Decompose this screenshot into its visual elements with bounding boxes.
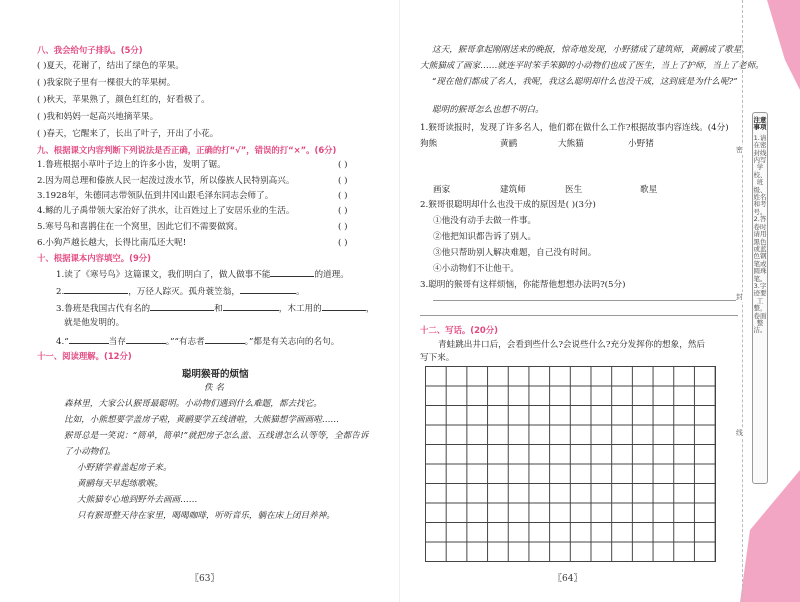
section-10-title: 十、根据课本内容填空。(9分): [37, 253, 151, 263]
option: ④小动物们不让他干。: [433, 264, 519, 274]
notes-sidebar: [752, 112, 768, 484]
fill-line-1: 1.读了《寒号鸟》这篇课文，我们明白了，做人做事不能 的道理。: [56, 267, 349, 281]
answer-paren[interactable]: ( ): [338, 222, 348, 232]
cut-label: 封: [736, 293, 743, 301]
question-1: 1.猴哥读报时，发现了许多名人，他们都在做什么工作?根据故事内容连线。(4分): [420, 123, 729, 133]
corner-decoration-top: [755, 0, 800, 90]
answer-paren[interactable]: ( ): [338, 176, 348, 186]
list-item: 6.小狗芦越长越大，长得比南瓜还大呢!: [37, 238, 187, 248]
match-bottom[interactable]: 画家: [433, 185, 451, 195]
list-item: 4.鲧的儿子禹带领大家治好了洪水，让百姓过上了安居乐业的生活。: [37, 206, 295, 216]
blank[interactable]: [64, 284, 128, 294]
story-line: “现在他们都成了名人，我呢，我这么聪明却什么也没干成，这到底是为什么呢?”: [432, 77, 738, 87]
page-number-left: 〖63〗: [190, 574, 220, 584]
fill-line-4: 4.“ 当存 。”“有志者 。”都是有关志向的名句。: [56, 334, 339, 348]
answer-paren[interactable]: ( ): [338, 191, 348, 201]
section-12-title: 十二、写话。(20分): [420, 325, 498, 335]
list-item: ( )秋天，苹果熟了，颜色红红的，好看极了。: [37, 95, 210, 105]
blank[interactable]: [150, 301, 214, 311]
question-2: 2.猴哥很聪明却什么也没干成的原因是( )(3分): [420, 200, 596, 210]
answer-paren[interactable]: ( ): [338, 160, 348, 170]
story-line: 了小动物们。: [64, 447, 116, 457]
list-item: ( )春天，它醒来了，长出了叶子，开出了小花。: [37, 129, 219, 139]
match-top[interactable]: 小野猪: [628, 139, 654, 149]
page-number-right: 〖64〗: [553, 574, 583, 584]
story-line: 小野猪学着盖起房子来。: [77, 463, 172, 473]
list-item: ( )我家院子里有一棵很大的苹果树。: [37, 78, 176, 88]
story-line: 猴哥总是一笑说：“简单，简单!”就把房子怎么盖、五线谱怎么认等等，全都告诉: [64, 431, 369, 441]
section-11-title: 十一、阅读理解。(12分): [37, 351, 132, 361]
story-line: 大熊猫专心地到野外去画画……: [77, 495, 198, 505]
match-bottom[interactable]: 歌星: [640, 185, 658, 195]
option: ①他没有动手去做一件事。: [433, 216, 537, 226]
story-line: 只有猴哥整天待在家里，喝喝咖啡，听听音乐，躺在床上闭目养神。: [77, 511, 335, 521]
list-item: 2.因为周总理和傣族人民一起泼过泼水节，所以傣族人民特别高兴。: [37, 176, 295, 186]
match-top[interactable]: 狗熊: [420, 139, 438, 149]
cut-label: 密: [736, 146, 743, 154]
answer-paren[interactable]: ( ): [338, 206, 348, 216]
match-bottom[interactable]: 医生: [565, 185, 583, 195]
story-title: 聪明猴哥的烦恼: [182, 369, 249, 380]
story-line: 大熊猫成了画家……就连平时笨手笨脚的小动物们也成了医生，当上了护师，当上了老师。: [420, 61, 764, 71]
fill-line-2: 2. ，万径人踪灭。孤舟蓑笠翁， 。: [56, 284, 305, 298]
match-top[interactable]: 大熊猫: [558, 139, 584, 149]
question-3: 3.聪明的猴哥有这样烦恼，你能帮他想想办法吗?(5分): [420, 280, 626, 290]
blank[interactable]: [126, 334, 166, 344]
corner-decoration-bottom: [740, 470, 800, 602]
story-author: 佚 名: [204, 383, 224, 393]
list-item: ( )我和妈妈一起高兴地摘苹果。: [37, 112, 159, 122]
blank[interactable]: [240, 284, 296, 294]
match-top[interactable]: 黄鹂: [500, 139, 518, 149]
section-8-title: 八、我会给句子排队。(5分): [37, 45, 143, 55]
list-item: ( )夏天，花谢了，结出了绿色的苹果。: [37, 61, 184, 71]
writing-grid[interactable]: [425, 366, 716, 562]
story-line: 这天，猴哥拿起刚刚送来的晚报，惊奇地发现，小野猪成了建筑师，黄鹂成了歌星，: [432, 45, 750, 55]
match-bottom[interactable]: 建筑师: [500, 185, 526, 195]
option: ②他把知识都告诉了别人。: [433, 232, 537, 242]
blank[interactable]: [270, 267, 314, 277]
list-item: 5.寒号鸟和喜鹊住在一个窝里，因此它们不需要做窝。: [37, 222, 243, 232]
answer-line[interactable]: [433, 300, 738, 301]
story-line: 比如，小熊想要学盖房子啦，黄鹂要学五线谱啦，大熊猫想学画画啦……: [64, 415, 340, 425]
fill-line-3: 3.鲁班是我国古代有名的 和 ，木工用的 ，: [56, 301, 374, 315]
writing-prompt: 青蛙跳出井口后，会看到些什么?会说些什么?充分发挥你的想象，然后: [438, 340, 706, 350]
option: ③他只帮助别人解决难题，自己没有时间。: [433, 248, 597, 258]
fill-line-3b: 就是他发明的。: [64, 318, 125, 328]
blank[interactable]: [223, 301, 279, 311]
answer-paren[interactable]: ( ): [338, 238, 348, 248]
story-line: 聪明的猴哥怎么也想不明白。: [432, 105, 544, 115]
blank[interactable]: [69, 334, 109, 344]
list-item: 1.鲁班根据小草叶子边上的许多小齿，发明了锯。: [37, 160, 226, 170]
section-9-title: 九、根据课文内容判断下列说法是否正确，正确的打“√”，错误的打“×”。(6分): [37, 145, 337, 155]
blank[interactable]: [205, 334, 245, 344]
cut-label: 线: [736, 429, 743, 437]
list-item: 3.1928年，朱德同志带领队伍到井冈山跟毛泽东同志会师了。: [37, 191, 274, 201]
blank[interactable]: [322, 301, 366, 311]
story-line: 黄鹂每天早起练歌喉。: [77, 479, 163, 489]
story-line: 森林里，大家公认猴哥最聪明。小动物们遇到什么难题，都去找它。: [64, 399, 322, 409]
notes-text: 注意事项 1.请在密封线内写学校、班级、姓名和考号。2.答卷时请用黑色或蓝色钢笔或圆珠笔。3.字迹要工整，卷面整洁。: [753, 116, 767, 335]
answer-line[interactable]: [420, 315, 738, 316]
writing-prompt: 写下来。: [420, 353, 455, 363]
